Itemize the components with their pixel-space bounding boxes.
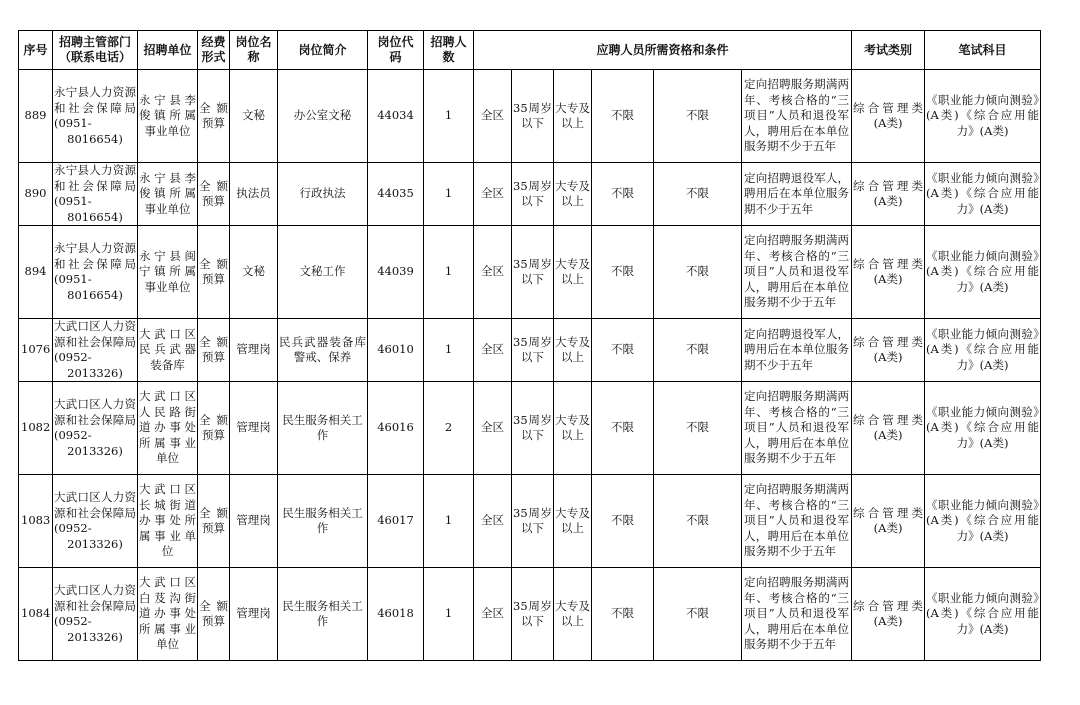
cell-exam-type: 综合管理类(A类) bbox=[852, 319, 925, 382]
cell-condition: 定向招聘服务期满两年、考核合格的“三项目”人员和退役军人，聘用后在本单位服务期不少于五年 bbox=[742, 70, 852, 163]
cell-unit: 大武口区白芨沟街道办事处所属事业单位 bbox=[138, 568, 198, 661]
cell-exam-subjects: 《职业能力倾向测验》(A类)《综合应用能力》(A类) bbox=[925, 475, 1041, 568]
cell-region: 全区 bbox=[474, 382, 512, 475]
cell-major: 不限 bbox=[592, 382, 654, 475]
cell-condition: 定向招聘服务期满两年、考核合格的“三项目”人员和退役军人，聘用后在本单位服务期不少于五年 bbox=[742, 475, 852, 568]
cell-exam-type: 综合管理类(A类) bbox=[852, 70, 925, 163]
cell-other: 不限 bbox=[654, 382, 742, 475]
table-row bbox=[19, 70, 1041, 163]
cell-education: 大专及以上 bbox=[554, 382, 592, 475]
cell-funding: 全额预算 bbox=[198, 226, 230, 319]
cell-major: 不限 bbox=[592, 319, 654, 382]
cell-post-desc: 民生服务相关工作 bbox=[278, 568, 368, 661]
cell-major: 不限 bbox=[592, 475, 654, 568]
cell-condition: 定向招聘服务期满两年、考核合格的“三项目”人员和退役军人，聘用后在本单位服务期不少于五年 bbox=[742, 568, 852, 661]
cell-other: 不限 bbox=[654, 70, 742, 163]
cell-major: 不限 bbox=[592, 226, 654, 319]
header-post-name: 岗位名 称 bbox=[230, 31, 278, 70]
header-seq: 序号 bbox=[19, 31, 53, 70]
cell-count: 1 bbox=[424, 568, 474, 661]
header-requirements: 应聘人员所需资格和条件 bbox=[474, 31, 852, 70]
cell-exam-subjects: 《职业能力倾向测验》(A类)《综合应用能力》(A类) bbox=[925, 70, 1041, 163]
cell-age: 35周岁以下 bbox=[512, 163, 554, 226]
cell-region: 全区 bbox=[474, 163, 512, 226]
header-unit: 招聘单位 bbox=[138, 31, 198, 70]
cell-age: 35周岁以下 bbox=[512, 70, 554, 163]
cell-dept: 大武口区人力资源和社会保障局(0952-2013326) bbox=[54, 319, 136, 380]
header-funding: 经费 形式 bbox=[198, 31, 230, 70]
cell-unit: 永宁县李俊镇所属事业单位 bbox=[138, 70, 198, 163]
header-count: 招聘人 数 bbox=[424, 31, 474, 70]
cell-exam-subjects: 《职业能力倾向测验》(A类)《综合应用能力》(A类) bbox=[925, 382, 1041, 475]
cell-age: 35周岁以下 bbox=[512, 226, 554, 319]
cell-unit: 永宁县闽宁镇所属事业单位 bbox=[138, 226, 198, 319]
header-exam-type: 考试类别 bbox=[852, 31, 925, 70]
cell-exam-type: 综合管理类(A类) bbox=[852, 568, 925, 661]
cell-exam-subjects: 《职业能力倾向测验》(A类)《综合应用能力》(A类) bbox=[925, 568, 1041, 661]
cell-post-desc: 民兵武器装备库警戒、保养 bbox=[278, 319, 368, 382]
cell-age: 35周岁以下 bbox=[512, 475, 554, 568]
cell-post-code: 46017 bbox=[368, 475, 424, 568]
cell-exam-type: 综合管理类(A类) bbox=[852, 382, 925, 475]
cell-age: 35周岁以下 bbox=[512, 319, 554, 382]
table-row bbox=[19, 226, 1041, 319]
cell-unit: 永宁县李俊镇所属事业单位 bbox=[138, 163, 198, 226]
cell-post-code: 46018 bbox=[368, 568, 424, 661]
cell-dept: 永宁县人力资源和社会保障局(0951-8016654) bbox=[54, 163, 136, 224]
cell-exam-type: 综合管理类(A类) bbox=[852, 163, 925, 226]
cell-region: 全区 bbox=[474, 568, 512, 661]
table-row bbox=[19, 319, 1041, 382]
cell-dept: 大武口区人力资源和社会保障局(0952-2013326) bbox=[53, 568, 138, 661]
cell-region: 全区 bbox=[474, 226, 512, 319]
cell-unit: 大武口区人民路街道办事处所属事业单位 bbox=[138, 382, 198, 475]
cell-seq: 1083 bbox=[19, 475, 53, 568]
cell-region: 全区 bbox=[474, 70, 512, 163]
cell-education: 大专及以上 bbox=[554, 319, 592, 382]
cell-post-name: 管理岗 bbox=[230, 568, 278, 661]
cell-exam-subjects: 《职业能力倾向测验》(A类)《综合应用能力》(A类) bbox=[925, 163, 1041, 226]
cell-region: 全区 bbox=[474, 319, 512, 382]
cell-post-code: 44035 bbox=[368, 163, 424, 226]
cell-funding: 全额预算 bbox=[198, 319, 230, 382]
table-row bbox=[19, 382, 1041, 475]
cell-condition: 定向招聘退役军人，聘用后在本单位服务期不少于五年 bbox=[742, 319, 852, 382]
cell-other: 不限 bbox=[654, 319, 742, 382]
cell-seq: 1076 bbox=[19, 319, 53, 382]
cell-education: 大专及以上 bbox=[554, 475, 592, 568]
cell-post-desc: 民生服务相关工作 bbox=[278, 382, 368, 475]
table-row bbox=[19, 163, 1041, 226]
cell-funding: 全额预算 bbox=[198, 163, 230, 226]
cell-post-code: 44034 bbox=[368, 70, 424, 163]
cell-post-desc: 文秘工作 bbox=[278, 226, 368, 319]
cell-education: 大专及以上 bbox=[554, 70, 592, 163]
cell-major: 不限 bbox=[592, 70, 654, 163]
cell-other: 不限 bbox=[654, 226, 742, 319]
cell-post-desc: 行政执法 bbox=[278, 163, 368, 226]
cell-age: 35周岁以下 bbox=[512, 382, 554, 475]
cell-dept: 永宁县人力资源和社会保障局(0951-8016654) bbox=[53, 226, 138, 319]
header-dept: 招聘主管部门 （联系电话） bbox=[53, 31, 138, 70]
cell-seq: 894 bbox=[19, 226, 53, 319]
cell-condition: 定向招聘退役军人，聘用后在本单位服务期不少于五年 bbox=[742, 163, 852, 226]
cell-post-name: 文秘 bbox=[230, 70, 278, 163]
cell-dept: 永宁县人力资源和社会保障局(0951-8016654) bbox=[53, 70, 138, 163]
table-row bbox=[19, 475, 1041, 568]
cell-condition: 定向招聘服务期满两年、考核合格的“三项目”人员和退役军人，聘用后在本单位服务期不少于五年 bbox=[742, 382, 852, 475]
cell-other: 不限 bbox=[654, 568, 742, 661]
cell-exam-type: 综合管理类(A类) bbox=[852, 475, 925, 568]
cell-post-name: 管理岗 bbox=[230, 475, 278, 568]
cell-post-code: 46016 bbox=[368, 382, 424, 475]
cell-unit: 大武口区民兵武器装备库 bbox=[138, 319, 198, 382]
cell-exam-subjects: 《职业能力倾向测验》(A类)《综合应用能力》(A类) bbox=[925, 319, 1041, 382]
cell-other: 不限 bbox=[654, 475, 742, 568]
cell-post-code: 44039 bbox=[368, 226, 424, 319]
cell-funding: 全额预算 bbox=[198, 475, 230, 568]
cell-region: 全区 bbox=[474, 475, 512, 568]
cell-count: 1 bbox=[424, 475, 474, 568]
cell-seq: 1082 bbox=[19, 382, 53, 475]
cell-seq: 890 bbox=[19, 163, 53, 226]
cell-post-code: 46010 bbox=[368, 319, 424, 382]
header-post-desc: 岗位简介 bbox=[278, 31, 368, 70]
cell-major: 不限 bbox=[592, 568, 654, 661]
recruitment-table bbox=[18, 30, 1041, 661]
cell-education: 大专及以上 bbox=[554, 163, 592, 226]
cell-other: 不限 bbox=[654, 163, 742, 226]
cell-major: 不限 bbox=[592, 163, 654, 226]
cell-count: 1 bbox=[424, 319, 474, 382]
cell-exam-type: 综合管理类(A类) bbox=[852, 226, 925, 319]
header-row bbox=[19, 31, 1041, 70]
cell-exam-subjects: 《职业能力倾向测验》(A类)《综合应用能力》(A类) bbox=[925, 226, 1041, 319]
cell-post-desc: 民生服务相关工作 bbox=[278, 475, 368, 568]
header-exam-subjects: 笔试科目 bbox=[925, 31, 1041, 70]
cell-count: 1 bbox=[424, 226, 474, 319]
cell-age: 35周岁以下 bbox=[512, 568, 554, 661]
cell-post-name: 管理岗 bbox=[230, 319, 278, 382]
cell-post-desc: 办公室文秘 bbox=[278, 70, 368, 163]
cell-funding: 全额预算 bbox=[198, 568, 230, 661]
cell-unit: 大武口区长城街道办事处所属事业单位 bbox=[138, 475, 198, 568]
cell-post-name: 管理岗 bbox=[230, 382, 278, 475]
cell-funding: 全额预算 bbox=[198, 382, 230, 475]
cell-count: 1 bbox=[424, 70, 474, 163]
cell-education: 大专及以上 bbox=[554, 226, 592, 319]
cell-post-name: 文秘 bbox=[230, 226, 278, 319]
cell-funding: 全额预算 bbox=[198, 70, 230, 163]
cell-seq: 889 bbox=[19, 70, 53, 163]
cell-count: 2 bbox=[424, 382, 474, 475]
header-post-code: 岗位代 码 bbox=[368, 31, 424, 70]
cell-post-name: 执法员 bbox=[230, 163, 278, 226]
cell-dept: 大武口区人力资源和社会保障局(0952-2013326) bbox=[53, 382, 138, 475]
cell-education: 大专及以上 bbox=[554, 568, 592, 661]
cell-seq: 1084 bbox=[19, 568, 53, 661]
table-row bbox=[19, 568, 1041, 661]
cell-count: 1 bbox=[424, 163, 474, 226]
cell-dept: 大武口区人力资源和社会保障局(0952-2013326) bbox=[53, 475, 138, 568]
cell-condition: 定向招聘服务期满两年、考核合格的“三项目”人员和退役军人，聘用后在本单位服务期不少于五年 bbox=[742, 226, 852, 319]
